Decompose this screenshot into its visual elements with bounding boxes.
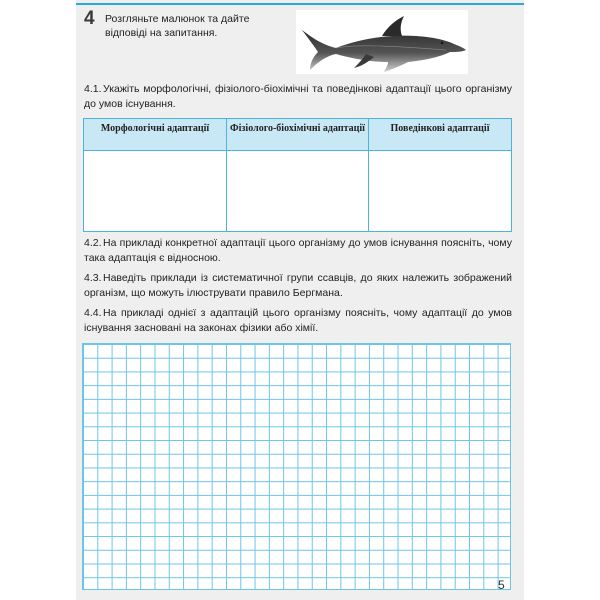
question-text: На прикладі конкретної адаптації цього організму до умов існування поясніть, чому така адаптація є відносною.	[84, 237, 512, 264]
header-physiological: Фізіолого-біохімічні адаптації	[230, 123, 365, 134]
question-4-1	[84, 82, 512, 112]
question-number: 4.4.	[84, 307, 102, 319]
top-rule	[76, 3, 524, 5]
column-divider	[368, 119, 369, 231]
question-text: Укажіть морфологічні, фізіолого-біохімічні та поведінкові адаптації цього організму до умов існування.	[84, 83, 512, 110]
column-divider	[226, 119, 227, 231]
question-number: 4.1.	[84, 83, 102, 95]
question-text: Наведіть приклади із систематичної групи ссавців, до яких належить зображений організм, що можуть ілюструвати правило Бергмана.	[84, 272, 512, 299]
header-morphological: Морфологічні адаптації	[100, 123, 210, 134]
page-number: 5	[498, 578, 505, 592]
task-intro: Розгляньте малюнок та дайте відповіді на запитання.	[105, 13, 250, 39]
question-4-2	[84, 236, 512, 266]
question-4-4	[84, 306, 512, 336]
question-4-3	[84, 271, 512, 301]
question-number: 4.2.	[84, 237, 102, 249]
question-text: На прикладі однієї з адаптацій цього організму поясніть, чому адаптації до умов існування засновані на законах фізики або хімії.	[84, 307, 512, 334]
answer-grid[interactable]	[82, 343, 511, 590]
adaptations-table	[83, 118, 512, 232]
header-behavioral: Поведінкові адаптації	[390, 123, 490, 134]
dolphin-illustration	[296, 10, 468, 74]
task-number: 4	[84, 8, 95, 29]
question-number: 4.3.	[84, 272, 102, 284]
